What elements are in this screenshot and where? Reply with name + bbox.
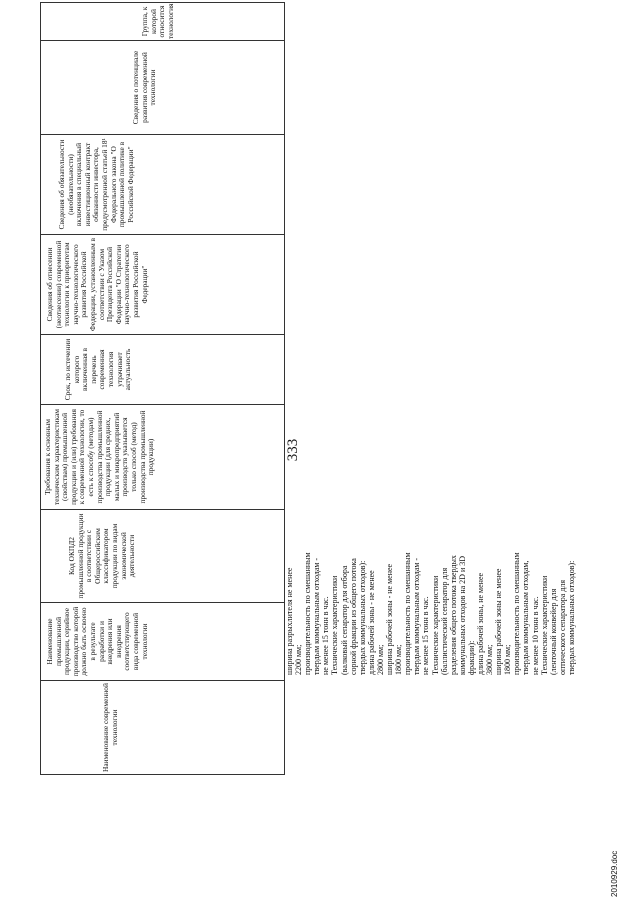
page-number: 333 (285, 438, 301, 462)
table-column-technology-name (40, 680, 285, 775)
table-column-okpd2-code (40, 509, 285, 602)
table-column-priority-relation (40, 234, 285, 334)
table-column-requirements (40, 404, 285, 509)
table-header-cell: Код ОКПД2 промышленной продукции в соответствии с Общероссийским классификатором продукции по видам экономической деятельности (67, 513, 137, 599)
table-header-cell: Срок, по истечении которого включенная в перечень современная технология утрачивает актуальность (63, 338, 133, 401)
table-header-cell: Наименование современной технологии (101, 683, 119, 772)
table-header-cell: Наименование промышленной продукции, серийное производство которой должно быть освоено в результате разработки и внедрения или внедрения соответствующего вида современной технологии (45, 606, 149, 677)
table-header-cell: Сведения о потенциале развития современной технологии (131, 50, 158, 125)
table-header-cell: Сведения об обязательности (необязательности) включения в специальный инвестиционный контракт обязанности инвестора, предусмотренной статьей 18¹ Федерального закона "О промышленной политике в Российской Федерации" (57, 138, 135, 231)
table-top-border (40, 40, 41, 775)
requirements-cell-text: ширина разрыхлителя не менее 2200 мм; производительность по смешанным твердым коммунальным отходам - не менее 15 тонн в час. Технические характеристики (валковый сепаратор для отбора сорной фракции из общего потока твердых коммунальных отходов): длина рабочей зоны - не менее 2800 мм; ширина рабочей зоны - не менее 1800 мм; производительность по смешанным твердым коммунальным отходам - не менее 15 тонн в час. Технические характеристики (баллистический сепаратор для разделения общего потока твердых коммунальных отходов на 2D и 3D фракции): длина рабочей зоны, не менее 3800 мм; ширина рабочей зоны не менее 1800 мм; производительность по смешанным твердым коммунальным отходам, не менее 10 тонн в час. Технические характеристики (ленточный конвейер для оптического сепаратора для твердых коммунальных отходов): (285, 552, 576, 675)
footer-file-name: 2010929.doc (610, 850, 619, 897)
table-column-development-potential (40, 40, 285, 134)
table-column-relevance-term (40, 334, 285, 404)
table-column-special-contract (40, 134, 285, 234)
table-column-product-name (40, 602, 285, 680)
table-header-cell: Сведения об отнесении (неотнесении) современной технологии к приоритетам научно-технологического развития Российской Федерации, установленным в соответствии с Указом Президента Российской Федерации "О Стратегии научно-технологического развития Российской Федерации" (45, 237, 149, 332)
table-header-cell: Группа, к которой относится технология (140, 3, 175, 39)
technology-table (40, 40, 285, 775)
table-header-cell: Требования к основным техническим характеристикам (свойствам) промышленной продукции и (или) требования к современной технологии, то есть к способу (методам) производства промышленной продукции (для средних, малых и микропредприятий производств указывается только способ (метод) производства промышленной продукции) (43, 409, 156, 505)
table-column-group-cell (40, 2, 285, 40)
